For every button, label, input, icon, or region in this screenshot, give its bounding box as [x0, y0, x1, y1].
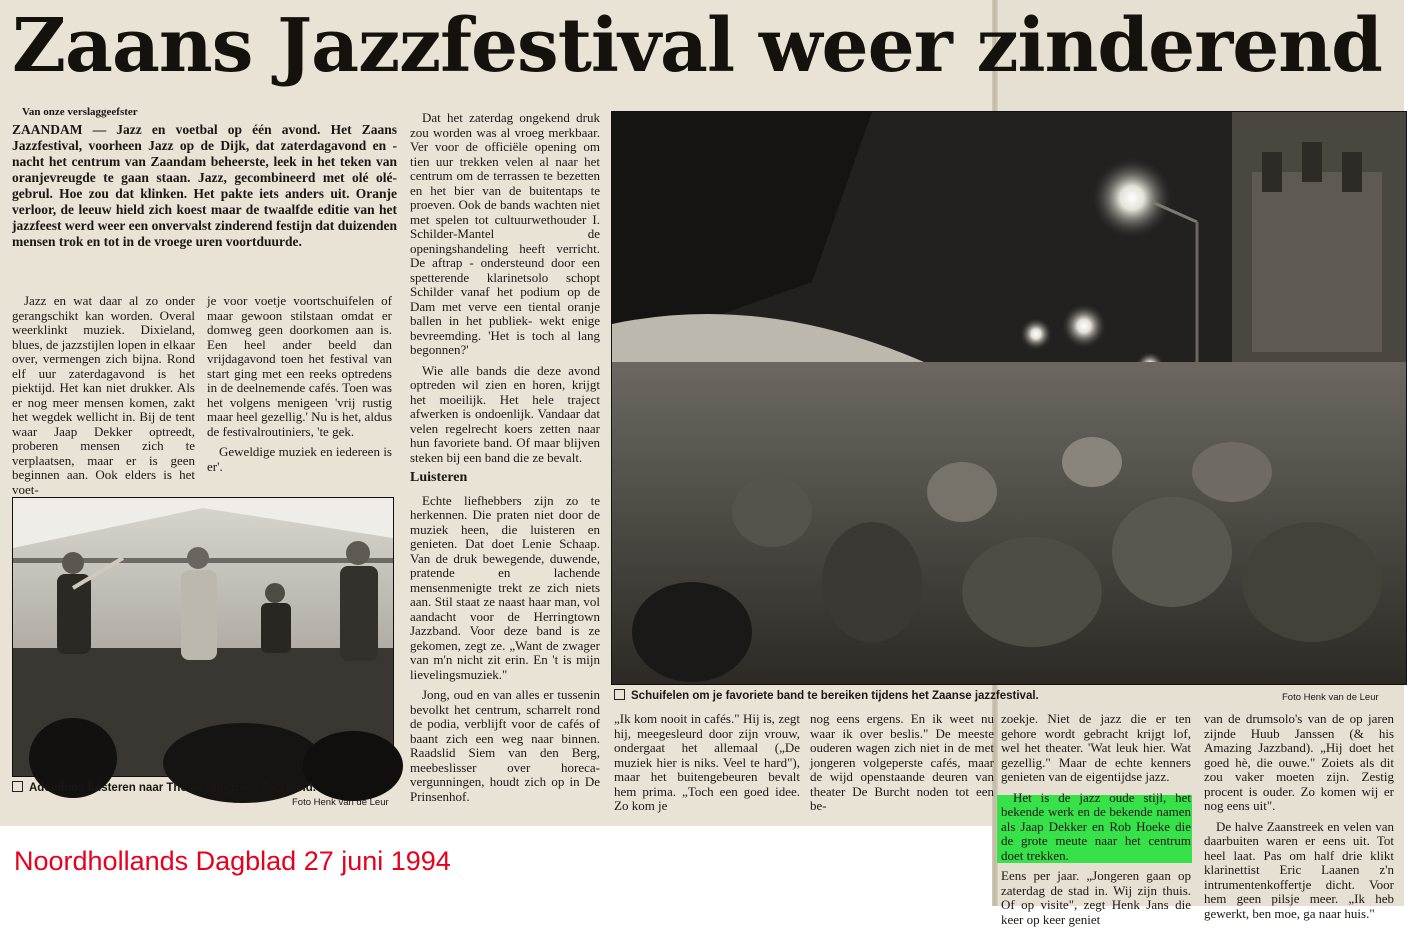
- caption-box-icon: [614, 689, 625, 700]
- article-column-4: [614, 712, 800, 812]
- crowd-photo-caption: Schuifelen om je favoriete band te bereiken tijdens het Zaanse jazzfestival.: [614, 689, 1039, 702]
- crowd-photo: [611, 111, 1407, 685]
- column-paragraph: Jazz en wat daar al zo onder gerangschikt kan worden. Overal weerklinkt muziek. Dixieland, blues, de jazzstijlen lopen in elkaar over, vermengen zich bijna. Rond elf uur zaterdagavond is het piektijd. Het kan niet drukker. Als er nog meer mensen komen, zakt het wegdek wellicht in. Bij de tent waar Jaap Dekker optreedt, proberen mensen zich te verplaatsen, maar er is geen beginnen aan. Ook elders is het voet-: [12, 293, 195, 497]
- headline: Zaans Jazzfestival weer zinderend: [12, 3, 1382, 89]
- band-photo-credit: Foto Henk van de Leur: [292, 797, 389, 808]
- crowd-photo-credit: Foto Henk van de Leur: [1282, 692, 1379, 703]
- article-column-1: [12, 293, 195, 497]
- column-paragraph: van de drumsolo's van de op jaren zijnde Huub Janssen (& his Amazing Jazzband). „Hij doet het goed hè, die ouwe." Zoiets als dit zou vaker moeten zijn. Zestig procent is ouder. Zo komen wij er nog eens uit".: [1204, 711, 1394, 813]
- subheading: Luisteren: [410, 470, 468, 485]
- column-paragraph: zoekje. Niet de jazz die er ten gehore wordt gebracht krijgt lof, wel het theater. 'Wat leuk hier. Wat gezellig." Maar de echte kenners genieten van de eigentijdse jazz.: [1001, 711, 1191, 784]
- article-column-3: [410, 111, 600, 811]
- column-paragraph: Echte liefhebbers zijn zo te herkennen. Die praten niet door de muziek heen, die luisteren en genieten. Dat doet Lenie Schaap. Van de druk bewegende, duwende, pratende en lachende mensenmenigte trekt ze zich niets aan. Stil staat ze naast haar man, vol aandacht voor de Herringtown Jazzband. Voor deze band is ze gekomen, zegt ze. „Want de zwager van m'n nicht zit erin. En 't is mijn lievelingsmuziek.": [410, 492, 600, 682]
- band-photo-image: [13, 498, 393, 776]
- article-column-7: [1204, 711, 1394, 921]
- crowd-photo-image: [612, 112, 1406, 684]
- column-paragraph: Wie alle bands die deze avond optreden wil zien en horen, krijgt het moeilijk. Het hele traject afwerken is ondoenlijk. Vandaar dat velen regelrecht koers zetten naar hun favoriete band. Of maar blijven steken bij een band die ze bevalt.: [410, 362, 600, 465]
- column-paragraph: Dat het zaterdag ongekend druk zou worden was al vroeg merkbaar. Ver voor de officiële opening om tien uur trekken velen al naar het centrum om de terrassen te bezetten en het bier van de buitentaps te proeven. Ook de bands wachten niet met spelen tot cultuurwethouder I. Schilder-Mantel de openingshandeling heeft verricht. De aftrap - ondersteund door een spetterende klarinetsolo schopt Schilder vanaf het podium op de Dam met verve een tiental oranje ballen in het publiek- wekt enige bevreemding. 'Het is toch al lang begonnen?': [410, 110, 600, 357]
- column-paragraph: Geweldige muziek en iedereen is er'.: [207, 444, 392, 474]
- highlighted-paragraph: Het is de jazz oude stijl, het bekende werk en de bekende namen als Jaap Dekker en Rob Hoeke die de grote meute naar het centrum doet trekken.: [1001, 789, 1191, 863]
- column-paragraph: Jong, oud en van alles er tussenin bevolkt het centrum, scharrelt rond de podia, verblijft voor de cafés of baant zich een weg naar binnen. Raadslid Siem van den Berg, meebeslisser over horeca-vergunningen, houdt zich op in De Prinsenhof.: [410, 687, 600, 804]
- source-label: Noordhollands Dagblad 27 juni 1994: [14, 846, 451, 876]
- column-paragraph: Eens per jaar. „Jongeren gaan op zaterdag de stad in. Wij zijn thuis. Of op visite", zegt Henk Jans die keer op keer geniet: [1001, 868, 1191, 927]
- caption-box-icon: [12, 781, 23, 792]
- band-photo: [12, 497, 394, 777]
- column-paragraph: „Ik kom nooit in cafés." Hij is, zegt hij, meegesleurd door zijn vrouw, ondergaat het allemaal („De muziek hier is niks. Veel te hard"), maar het buitengebeuren bevalt hem prima. „Toch een goed idee. Zo kom je: [614, 711, 800, 813]
- article-column-2: [207, 294, 392, 494]
- byline: Van onze verslaggeefster: [22, 106, 138, 118]
- lead-paragraph: ZAANDAM — Jazz en voetbal op één avond. Het Zaans Jazzfestival, voorheen Jazz op de Dijk, dat zaterdagavond en -nacht het centrum van Zaandam beheerste, leek in het teken van oranjevreugde te gaan staan. Jazz, gecombineerd met olé olé-gebrul. Hoe zou dat klinken. Het pakte iets anders uit. Oranje verloor, de leeuw hield zich koest maar de twaalfde editie van het jazzfeest werd weer een onvervalst zinderend festijn dat duizenden mensen trok en tot in de vroege uren voortduurde.: [12, 122, 397, 249]
- article-column-6: [1001, 711, 1191, 927]
- article-column-5: [810, 712, 994, 812]
- column-paragraph: je voor voetje voortschuifelen of maar gewoon stilstaan omdat er domweg geen doorkomen aan is. Een heel ander beeld dan vrijdagavond toen het festival van start ging met een reeks optredens in de deelnemende cafés. Toen was het volgens menigeen 'vrij rustig maar heel gezellig.' Nu is het, aldus de festivalroutiniers, 'te gek.: [207, 293, 393, 439]
- column-paragraph: De halve Zaanstreek en velen van daarbuiten waren er eens uit. Tot heel laat. Pas om half drie klikt klarinettist Eric Laanen z'n intrumentenkoffertje dicht. Voor hem geen pilsje meer. „Ik heb gewerkt, ben moe, ga naar huis.": [1204, 818, 1394, 921]
- band-photo-caption: Ademloos luisteren naar The Herringtown Jazzband.: [12, 781, 316, 794]
- column-paragraph: nog eens ergens. En ik weet nu waar ik over beslis." De meeste ouderen wagen zich niet in de met jongeren volgeperste cafés, maar de wijd openstaande deuren van theater De Burcht noden tot een be-: [810, 711, 994, 813]
